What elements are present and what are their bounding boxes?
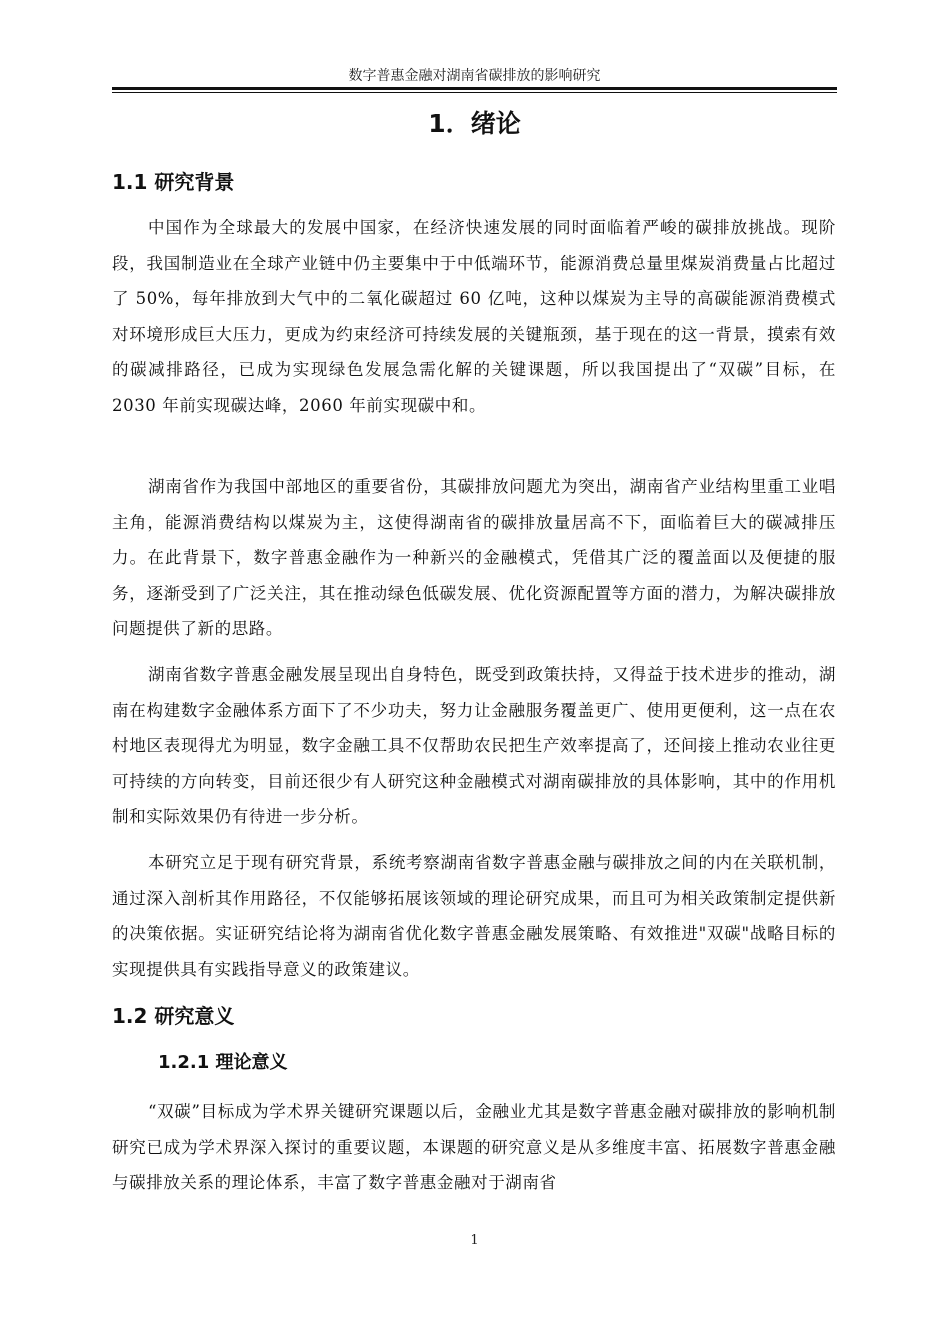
chapter-title: 1．绪论 [428,109,521,138]
header-rule [112,87,837,90]
page-number: 1 [470,1233,479,1248]
section-heading-1-1: 1.1 研究背景 [112,170,235,194]
subsection-heading-1-2-1: 1.2.1 理论意义 [158,1052,288,1073]
paragraph-theory-1: “双碳”目标成为学术界关键研究课题以后，金融业尤其是数字普惠金融对碳排放的影响机制研究已成为学术界深入探讨的重要议题，本课题的研究意义是从多维度丰富、拓展数字普惠金融与碳排放关系的理论体系，丰富了数字普惠金融对于湖南省 [112,1102,836,1192]
paragraph-background-3: 湖南省数字普惠金融发展呈现出自身特色，既受到政策扶持，又得益于技术进步的推动，湖南在构建数字金融体系方面下了不少功夫，努力让金融服务覆盖更广、使用更便利，这一点在农村地区表现得尤为明显，数字金融工具不仅帮助农民把生产效率提高了，还间接上推动农业往更可持续的方向转变，目前还很少有人研究这种金融模式对湖南碳排放的具体影响，其中的作用机制和实际效果仍有待进一步分析。 [112,665,836,826]
paragraph-background-2: 湖南省作为我国中部地区的重要省份，其碳排放问题尤为突出，湖南省产业结构里重工业唱主角，能源消费结构以煤炭为主，这使得湖南省的碳排放量居高不下，面临着巨大的碳减排压力。在此背景下，数字普惠金融作为一种新兴的金融模式，凭借其广泛的覆盖面以及便捷的服务，逐渐受到了广泛关注，其在推动绿色低碳发展、优化资源配置等方面的潜力，为解决碳排放问题提供了新的思路。 [112,477,836,638]
section-heading-1-2: 1.2 研究意义 [112,1004,235,1028]
header-rule-secondary [112,92,837,93]
running-header: 数字普惠金融对湖南省碳排放的影响研究 [348,68,601,84]
paragraph-background-4: 本研究立足于现有研究背景，系统考察湖南省数字普惠金融与碳排放之间的内在关联机制，通过深入剖析其作用路径，不仅能够拓展该领域的理论研究成果，而且可为相关政策制定提供新的决策依据。实证研究结论将为湖南省优化数字普惠金融发展策略、有效推进"双碳"战略目标的实现提供具有实践指导意义的政策建议。 [112,853,836,979]
paragraph-background-1: 中国作为全球最大的发展中国家，在经济快速发展的同时面临着严峻的碳排放挑战。现阶段，我国制造业在全球产业链中仍主要集中于中低端环节，能源消费总量里煤炭消费量占比超过了 50%，每年排放到大气中的二氧化碳超过 60 亿吨，这种以煤炭为主导的高碳能源消费模式对环境形成巨大压力，更成为约束经济可持续发展的关键瓶颈，基于现在的这一背景，摸索有效的碳减排路径，已成为实现绿色发展急需化解的关键课题，所以我国提出了“双碳”目标，在 2030 年前实现碳达峰，2060 年前实现碳中和。 [112,218,836,415]
